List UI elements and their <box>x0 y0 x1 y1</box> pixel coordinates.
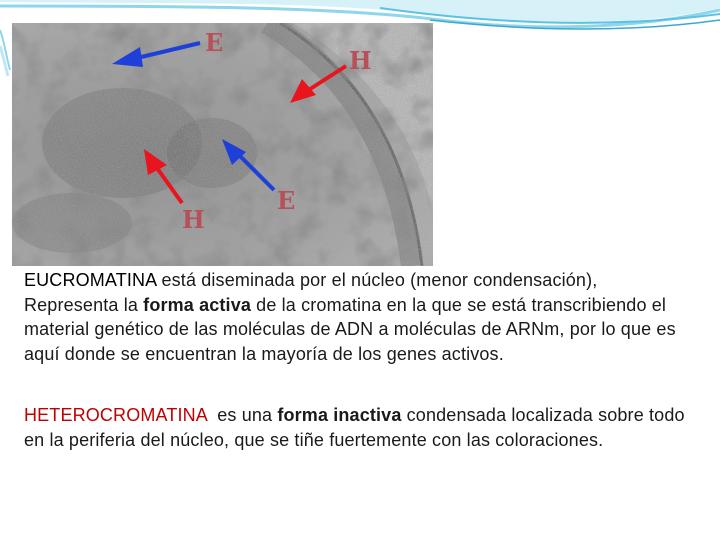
euchromatin-term: EUCROMATINA <box>24 270 157 290</box>
heterochromatin-paragraph <box>24 403 694 452</box>
heterochromatin-term: HETEROCROMATINA <box>24 405 207 425</box>
heterochromatin-inactive-form: forma inactiva <box>277 405 402 425</box>
label-h-bottom: H <box>182 205 205 234</box>
label-e-bottom: E <box>277 186 296 215</box>
euchromatin-line2-pre: Representa la <box>24 294 144 315</box>
micrograph-image <box>12 23 433 266</box>
heterochromatin-pre: es una <box>206 405 278 425</box>
euchromatin-line2-post: de la cromatina en la que se está transcribiendo el material genético de las moléculas de ADN a moléculas de ARNm, por lo que es aquí donde se encuentran la mayoría de los genes activos. <box>24 294 676 364</box>
label-e-top: E <box>205 28 224 57</box>
euchromatin-active-form: forma activa <box>143 294 252 315</box>
euchromatin-line1: está diseminada por el núcleo (menor condensación), <box>156 270 598 290</box>
label-h-top: H <box>349 46 372 75</box>
euchromatin-paragraph <box>24 268 694 366</box>
heterochromatin-post: condensada localizada sobre todo en la periferia del núcleo, que se tiñe fuertemente con las coloraciones. <box>24 405 685 450</box>
